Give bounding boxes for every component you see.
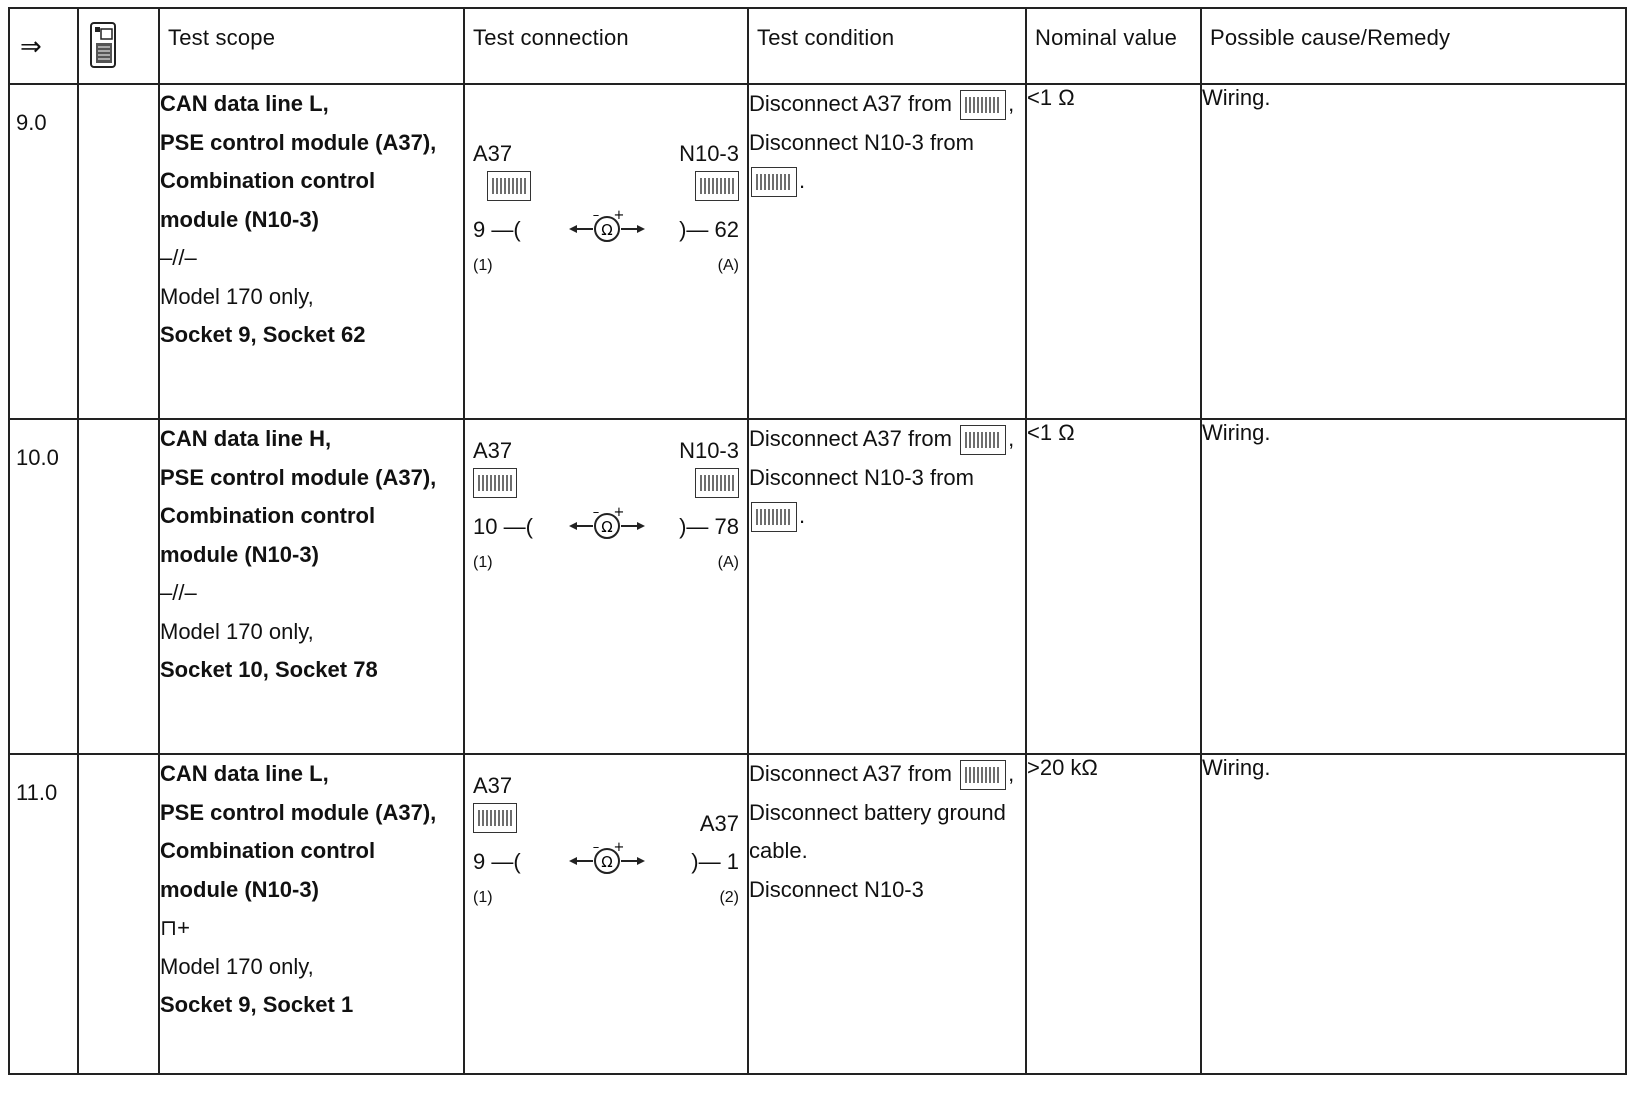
connector-plug-icon — [695, 171, 739, 201]
connector-plug-icon — [960, 760, 1006, 790]
test-condition: Disconnect A37 from , Disconnect N10-3 from . — [748, 84, 1026, 419]
test-scope: CAN data line L, PSE control module (A37), Combination control module (N10-3) ⊓+ Model 170 only, Socket 9, Socket 1 — [159, 754, 464, 1074]
nominal-value: >20 kΩ — [1026, 754, 1201, 1074]
step-number: 10.0 — [9, 419, 78, 754]
header-nominal-value: Nominal value — [1026, 8, 1201, 84]
header-possible-cause: Possible cause/Remedy — [1201, 8, 1626, 84]
header-row — [9, 8, 1626, 84]
connector-plug-icon — [751, 502, 797, 532]
right-pin: )— 62 — [679, 217, 739, 242]
svg-text:+: + — [613, 840, 625, 855]
multimeter-icon — [89, 21, 117, 69]
tester-cell — [78, 754, 159, 1074]
possible-cause: Wiring. — [1201, 754, 1626, 1074]
step-number: 9.0 — [9, 84, 78, 419]
table-row — [9, 84, 1626, 419]
connector-plug-icon — [473, 803, 517, 833]
tester-cell — [78, 419, 159, 754]
header-test-connection: Test connection — [464, 8, 748, 84]
connector-plug-icon — [960, 425, 1006, 455]
measurement-mode: ⊓+ — [160, 915, 191, 940]
test-condition: Disconnect A37 from , Disconnect N10-3 from . — [748, 419, 1026, 754]
test-scope: CAN data line H, PSE control module (A37), Combination control module (N10-3) –//– Model 170 only, Socket 10, Socket 78 — [159, 419, 464, 754]
ohmmeter-icon — [569, 504, 645, 544]
left-pin: 9 —( — [473, 217, 521, 242]
svg-text:+: + — [613, 208, 625, 223]
connector-plug-icon — [751, 167, 797, 197]
tester-cell — [78, 84, 159, 419]
left-pin: 10 —( — [473, 514, 533, 539]
header-step — [9, 8, 78, 84]
nominal-value: <1 Ω — [1026, 84, 1201, 419]
connector-plug-icon — [473, 468, 517, 498]
table-row — [9, 419, 1626, 754]
ohmmeter-icon — [569, 839, 645, 879]
svg-text:Ω: Ω — [601, 853, 613, 871]
possible-cause: Wiring. — [1201, 419, 1626, 754]
connector-plug-icon — [487, 171, 531, 201]
svg-text:–: – — [592, 840, 600, 855]
left-pin: 9 —( — [473, 849, 521, 874]
svg-text:–: – — [592, 505, 600, 520]
connector-plug-icon — [960, 90, 1006, 120]
nominal-value: <1 Ω — [1026, 419, 1201, 754]
right-pin: )— 1 — [691, 849, 739, 874]
header-test-condition: Test condition — [748, 8, 1026, 84]
svg-text:–: – — [592, 208, 600, 223]
test-condition: Disconnect A37 from , Disconnect battery ground cable. Disconnect N10-3 — [748, 754, 1026, 1074]
svg-text:Ω: Ω — [601, 221, 613, 239]
test-table — [8, 7, 1627, 1075]
measurement-mode: –//– — [160, 245, 197, 270]
measurement-mode: –//– — [160, 580, 197, 605]
svg-text:Ω: Ω — [601, 518, 613, 536]
svg-text:+: + — [613, 505, 625, 520]
right-pin: )— 78 — [679, 514, 739, 539]
step-number: 11.0 — [9, 754, 78, 1074]
test-connection: A37 N10-3 10 —( )— 78 Ω – + (1) (A) — [464, 419, 748, 754]
header-tester — [78, 8, 159, 84]
table-row — [9, 754, 1626, 1074]
arrow-right-icon: ⇒ — [20, 31, 42, 61]
test-connection: A37 N10-3 9 —( )— 62 Ω – + (1) (A) — [464, 84, 748, 419]
test-connection: A37 A37 9 —( )— 1 Ω – + (1) (2) — [464, 754, 748, 1074]
possible-cause: Wiring. — [1201, 84, 1626, 419]
connector-plug-icon — [695, 468, 739, 498]
ohmmeter-icon — [569, 207, 645, 247]
test-scope: CAN data line L, PSE control module (A37), Combination control module (N10-3) –//– Model 170 only, Socket 9, Socket 62 — [159, 84, 464, 419]
header-test-scope: Test scope — [159, 8, 464, 84]
